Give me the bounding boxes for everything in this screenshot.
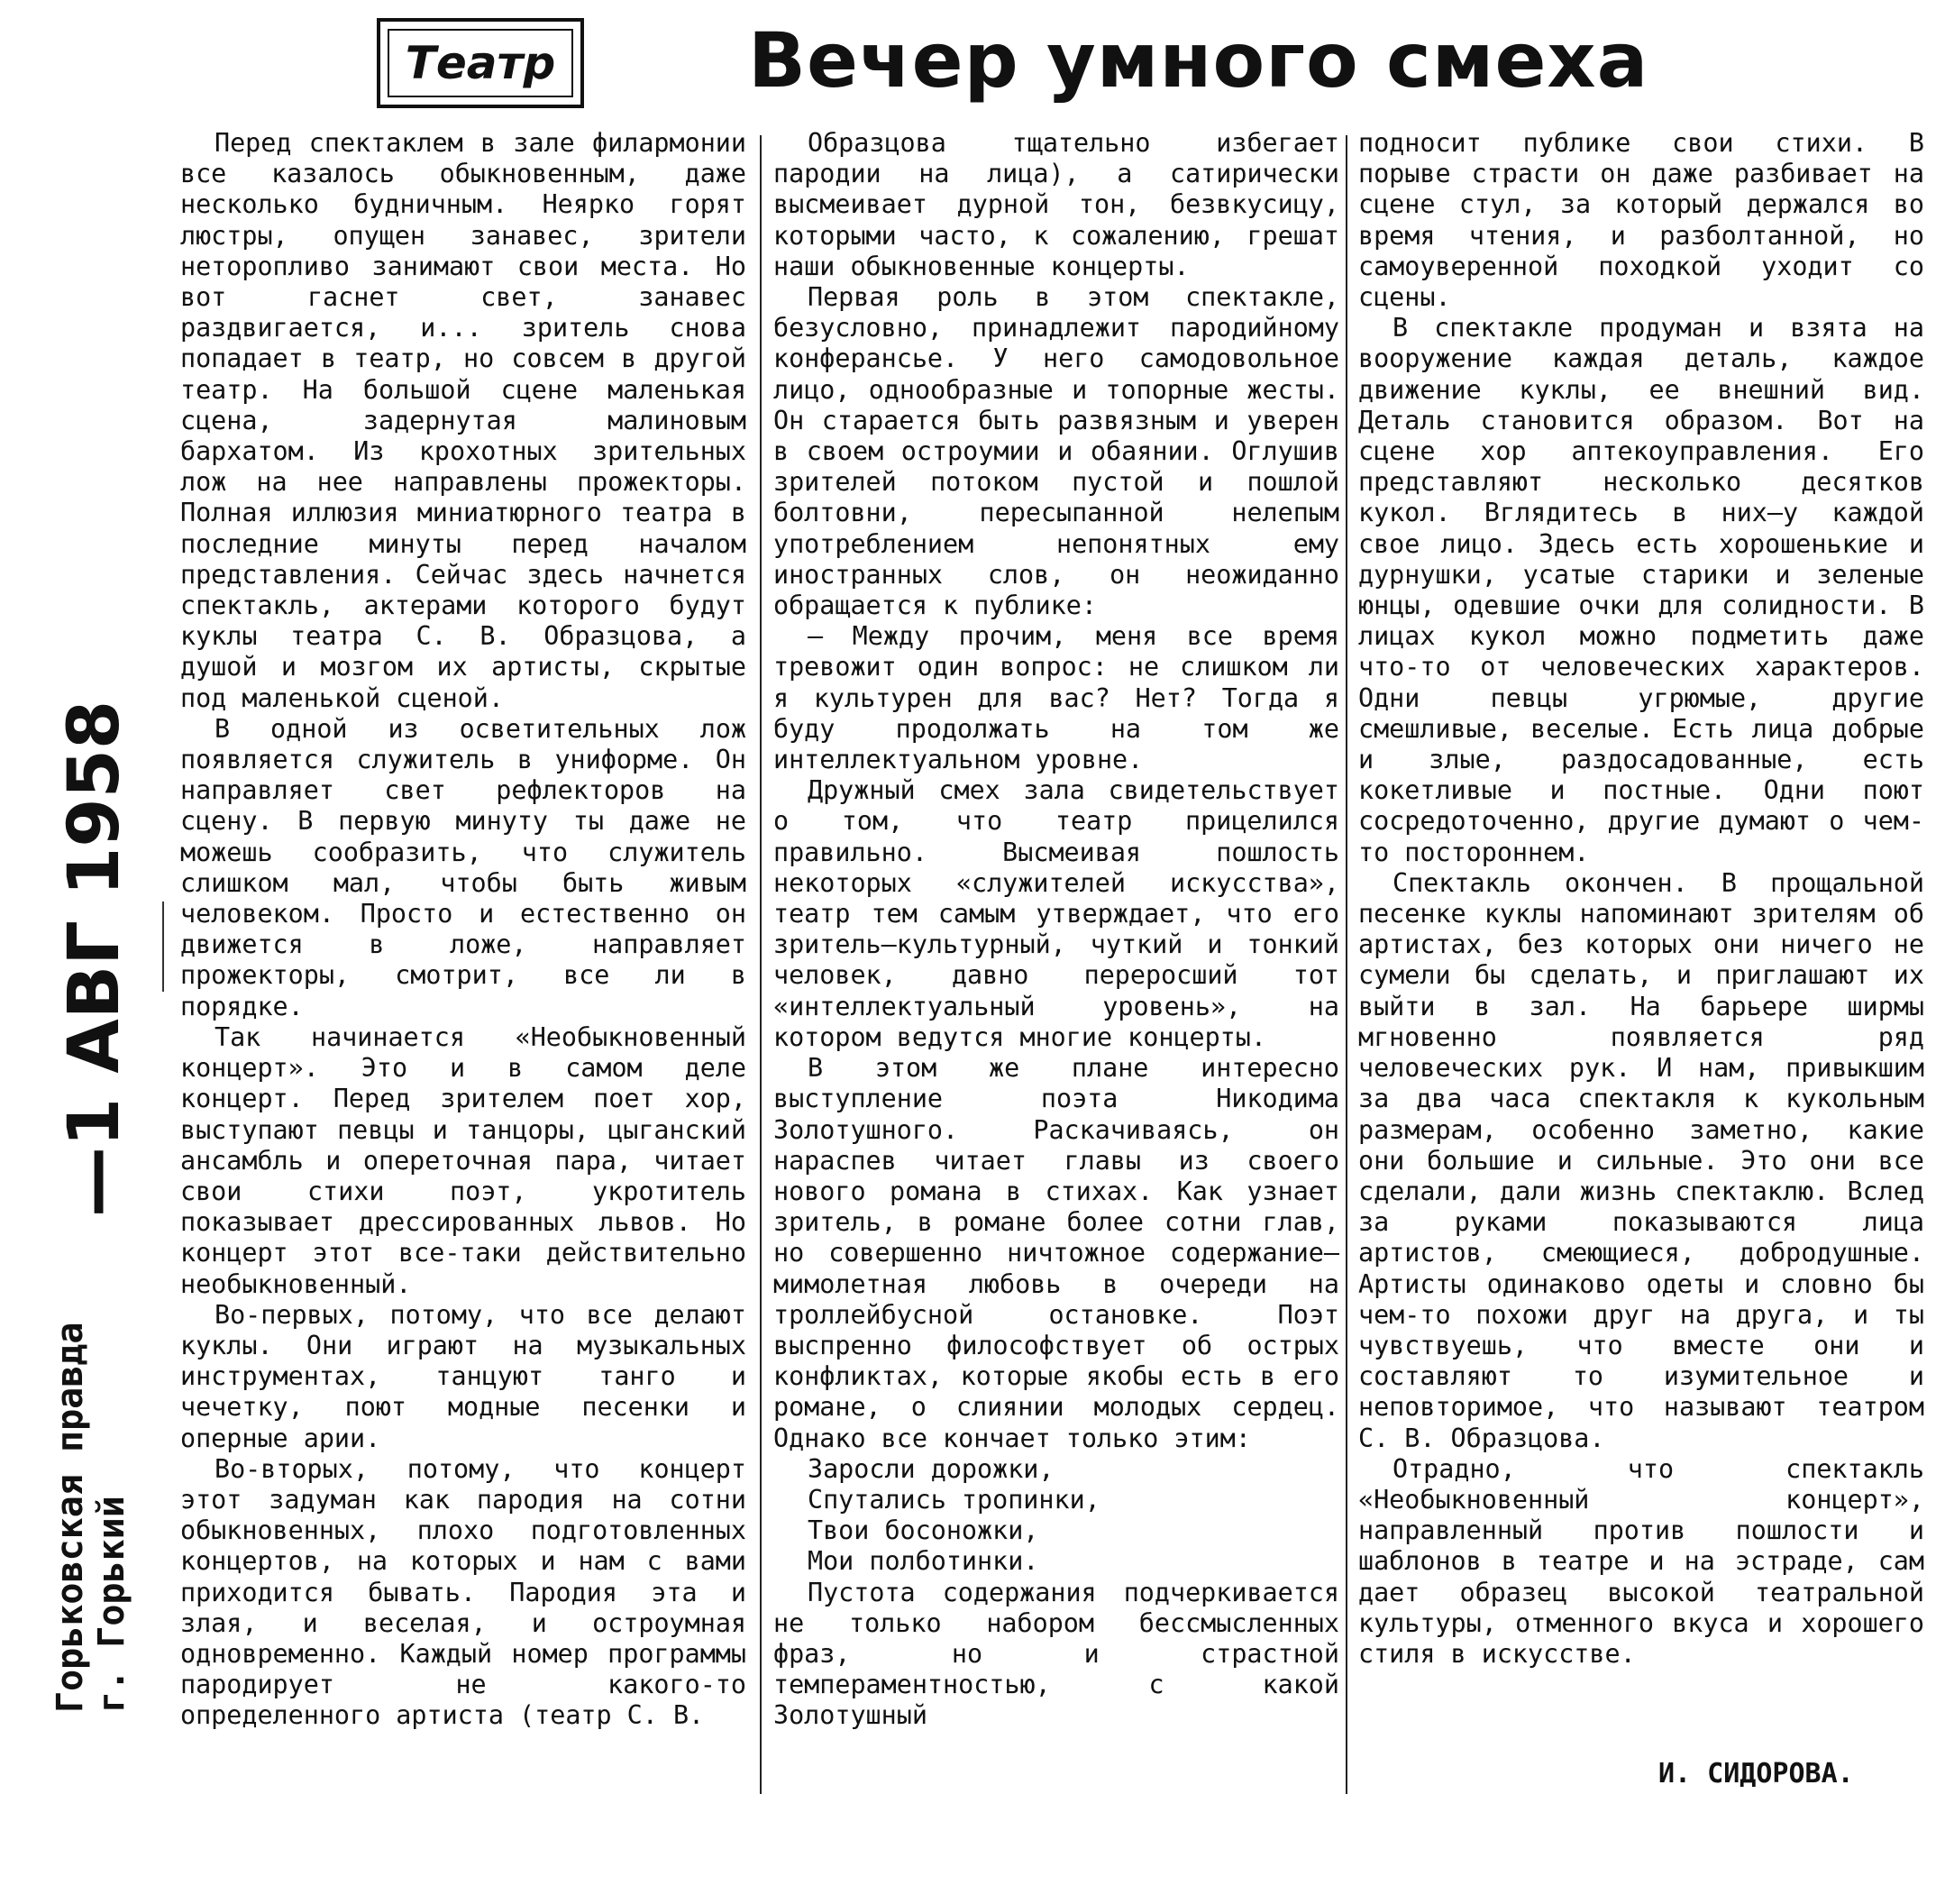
paragraph: Образцова тщательно избегает пародии на лица), а сатирически высмеивает дурной тон, безвкусицу, которыми часто, к сожалению, грешат наши обыкновенные концерты. (773, 128, 1339, 281)
paragraph: В спектакле продуман и взята на вооружение каждая деталь, каждое движение куклы, ее внешний вид. Деталь становится образом. Вот на сцене хор аптекоуправления. Его представляют несколько десятков кукол. Вглядитесь в них—у каждой свое лицо. Здесь есть хорошенькие и дурнушки, усатые старики и зеленые юнцы, одевшие очки для солидности. В лицах кукол можно подметить даже что-то от человеческих характеров. Одни певцы угрюмые, другие смешливые, веселые. Есть лица добрые и злые, раздосадованные, есть кокетливые и постные. Одни поют сосредоточенно, другие думают о чем-то постороннем. (1358, 313, 1924, 867)
rubric-label: Театр (405, 37, 556, 89)
paragraph: Первая роль в этом спектакле, безусловно, принадлежит пародийному конферансье. У него самодовольное лицо, однообразные и топорные жесты. Он старается быть развязным и уверен в своем остроумии и обаянии. Оглушив зрителей потоком пустой и пошлой болтовни, пересыпанной нелепым употреблением непонятных ему иностранных слов, он неожиданно обращается к публике: (773, 282, 1339, 621)
paragraph: Отрадно, что спектакль «Необыкновенный концерт», направленный против пошлости и шаблонов в театре и на эстраде, сам дает образец высокой театральной культуры, отменного вкуса и хорошего стиля в искусстве. (1358, 1453, 1924, 1669)
paragraph: Во-первых, потому, что все делают куклы. Они играют на музыкальных инструментах, танцуют танго и чечетку, поют модные песенки и оперные арии. (180, 1299, 746, 1453)
newspaper-city: г. Горький (91, 1496, 132, 1713)
paragraph: — Между прочим, меня все время тревожит один вопрос: не слишком ли я культурен для вас? Нет? Тогда я буду продолжать на том же интеллектуальном уровне. (773, 621, 1339, 775)
paragraph: Спектакль окончен. В прощальной песенке куклы напоминают зрителям об артистах, без которых они ничего не сумели бы сделать, и приглашают их выйти в зал. На барьере ширмы мгновенно появляется ряд человеческих рук. И нам, привыкшим за два часа спектакля к кукольным размерам, особенно заметно, какие они большие и сильные. Это они все сделали, дали жизнь спектаклю. Вслед за руками показываются лица артистов, смеющиеся, добродушные. Артисты одинаково одеты и словно бы чем-то похожи друг на друга, и ты чувствуешь, что вместе они и составляют то изумительное и неповторимое, что называют театром С. В. Образцова. (1358, 867, 1924, 1453)
paragraph: Пустота содержания подчеркивается не только набором бессмысленных фраз, но и страстной темпераментностью, с какой Золотушный (773, 1577, 1339, 1731)
newspaper-name: Горьковская правда (50, 1322, 91, 1713)
article-column-2 (773, 128, 1339, 1823)
article-column-1 (180, 128, 746, 1823)
article-column-3 (1358, 128, 1924, 1823)
paragraph: В этом же плане интересно выступление поэта Никодима Золотушного. Раскачиваясь, он нараспев читает главы из своего нового романа в стихах. Как узнает зритель, в романе более сотни глав, но совершенно ничтожное содержание—мимолетная любовь в очереди на троллейбусной остановке. Поэт выспренно философствует об острых конфликтах, которые якобы есть в его романе, о слиянии молодых сердец. Однако все кончает только этим: (773, 1053, 1339, 1453)
column-divider (1346, 135, 1347, 1794)
paragraph: Так начинается «Необыкновенный концерт». Это и в самом деле концерт. Перед зрителем поет хор, выступают певцы и танцоры, цыганский ансамбль и опереточная пара, читает свои стихи поэт, укротитель показывает дрессированных львов. Но концерт этот все-таки действительно необыкновенный. (180, 1021, 746, 1299)
paragraph: подносит публике свои стихи. В порыве страсти он даже разбивает на сцене стул, за который держался во время чтения, и разболтанной, но самоуверенной походкой уходит со сцены. (1358, 128, 1924, 313)
newspaper-stamp (50, 1244, 132, 1713)
paragraph: Перед спектаклем в зале филармонии все казалось обыкновенным, даже несколько будничным. Неярко горят люстры, опущен занавес, зрители неторопливо занимают свои места. Но вот гаснет свет, занавес раздвигается, и... зритель снова попадает в театр, но совсем в другой театр. На большой сцене маленькая сцена, задернутая малиновым бархатом. Из крохотных зрительных лож на нее направлены прожекторы. Полная иллюзия миниатюрного театра в последние минуты перед началом представления. Сейчас здесь начнется спектакль, актерами которого будут куклы театра С. В. Образцова, а душой и мозгом их артисты, скрытые под маленькой сценой. (180, 128, 746, 713)
column-divider (760, 135, 762, 1794)
date-stamp: —1 АВГ 1958 (54, 700, 135, 1217)
paragraph: Во-вторых, потому, что концерт этот задуман как пародия на сотни обыкновенных, плохо подготовленных концертов, на которых и нам с вами приходится бывать. Пародия эта и злая, и веселая, и остроумная одновременно. Каждый номер программы пародирует не какого-то определенного артиста (театр С. В. (180, 1453, 746, 1731)
margin-mark (162, 902, 164, 992)
paragraph: Дружный смех зала свидетельствует о том, что театр прицелился правильно. Высмеивая пошлость некоторых «служителей искусства», театр тем самым утверждает, что его зритель—культурный, чуткий и тонкий человек, давно переросший тот «интеллектуальный уровень», на котором ведутся многие концерты. (773, 775, 1339, 1052)
paragraph: В одной из осветительных лож появляется служитель в униформе. Он направляет свет рефлекторов на сцену. В первую минуту ты даже не можешь сообразить, что служитель слишком мал, чтобы быть живым человеком. Просто и естественно он движется в ложе, направляет прожекторы, смотрит, все ли в порядке. (180, 713, 746, 1021)
poem-quote: Заросли дорожки, Спутались тропинки, Твои босоножки, Мои полботинки. (808, 1453, 1100, 1577)
headline: Вечер умного смеха (748, 16, 1649, 105)
author-signature: И. СИДОРОВА. (1658, 1758, 1854, 1790)
rubric-box (377, 18, 584, 108)
